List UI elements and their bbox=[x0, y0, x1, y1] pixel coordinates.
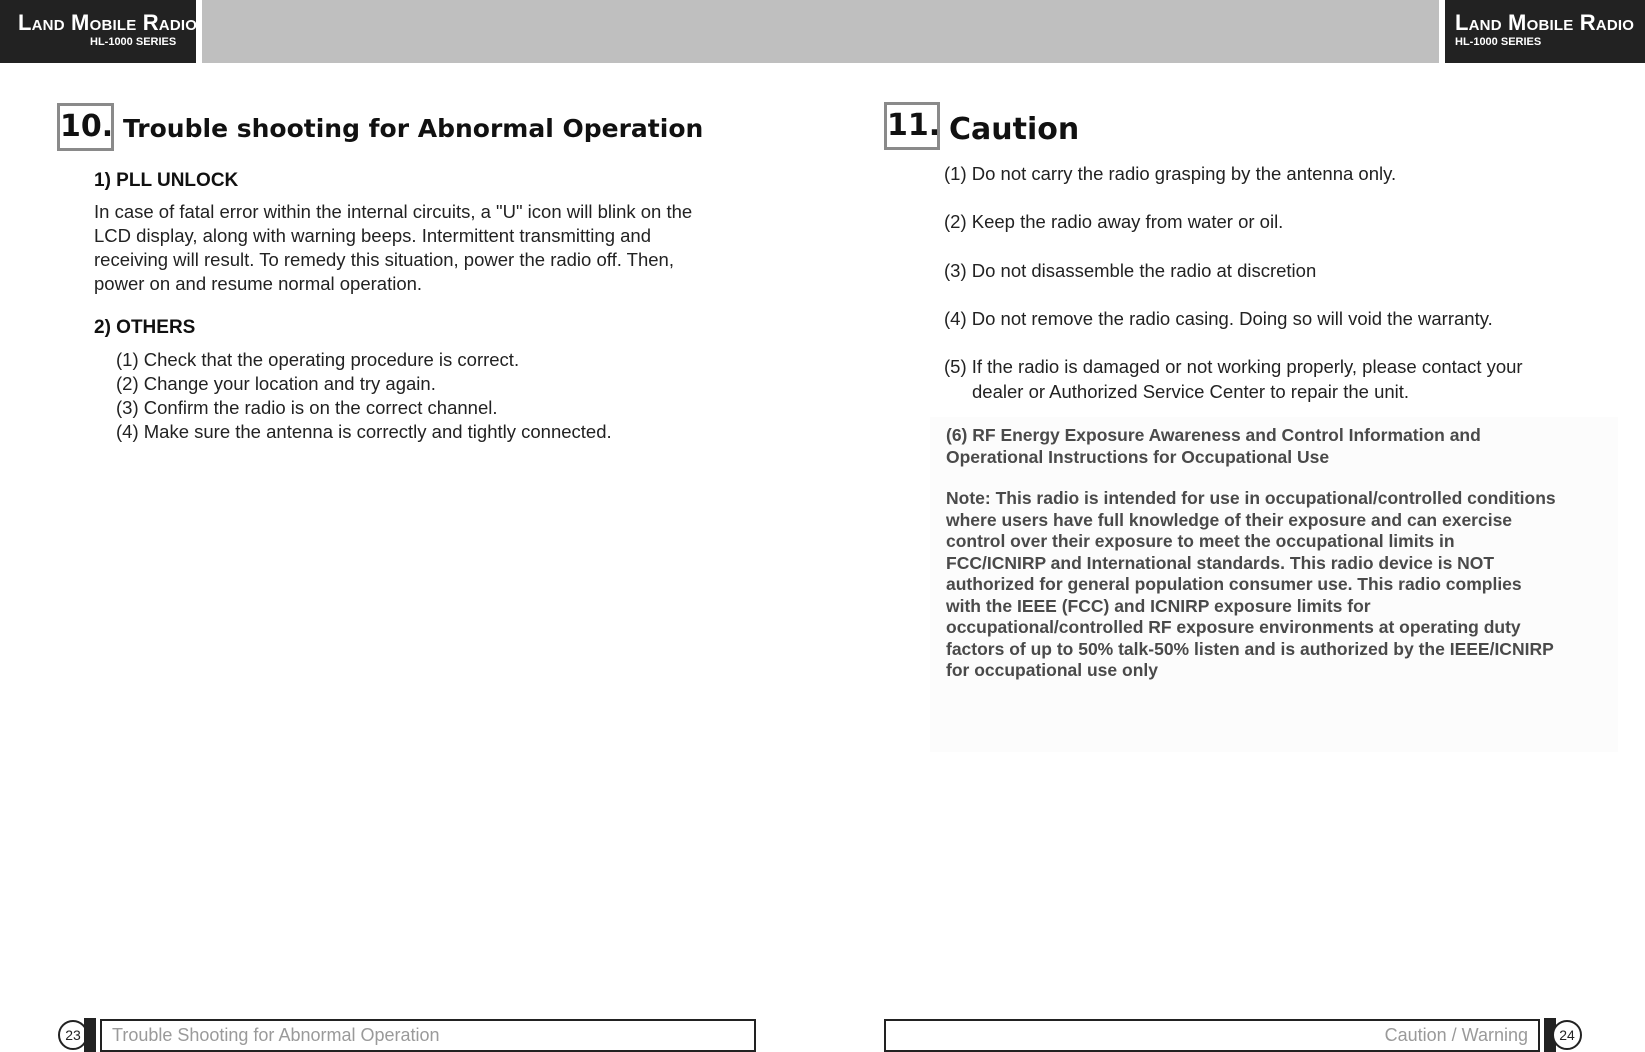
caution-item: (1) Do not carry the radio grasping by the antenna only. bbox=[944, 163, 1397, 184]
list-item: (2) Change your location and try again. bbox=[116, 373, 436, 394]
rf-heading-line: Operational Instructions for Occupational Use bbox=[946, 446, 1330, 467]
caution-item-continued: dealer or Authorized Service Center to repair the unit. bbox=[972, 381, 1410, 402]
rf-note-line: factors of up to 50% talk-50% listen and is authorized by the IEEE/ICNIRP bbox=[946, 638, 1554, 659]
brand-title: Land Mobile Radio bbox=[18, 10, 198, 35]
paragraph-line: receiving will result. To remedy this situation, power the radio off. Then, bbox=[94, 249, 674, 270]
pll-unlock-paragraph bbox=[94, 200, 764, 296]
rf-note-line: with the IEEE (FCC) and ICNIRP exposure limits for bbox=[946, 595, 1371, 616]
rf-note-line: authorized for general population consumer use. This radio complies bbox=[946, 574, 1522, 594]
paragraph-line: In case of fatal error within the internal circuits, a "U" icon will blink on the bbox=[94, 201, 693, 222]
section-number-11: 11. bbox=[884, 102, 940, 150]
rf-note-line: for occupational use only bbox=[946, 660, 1158, 680]
section-title-caution: Caution bbox=[949, 112, 1080, 147]
caution-item: (2) Keep the radio away from water or oil. bbox=[944, 211, 1284, 232]
others-heading: 2) OTHERS bbox=[94, 317, 196, 338]
caution-item: (4) Do not remove the radio casing. Doing so will void the warranty. bbox=[944, 308, 1493, 329]
caution-item: (5) If the radio is damaged or not working properly, please contact your bbox=[944, 356, 1523, 377]
brand-logo-right bbox=[1445, 0, 1645, 63]
header-bar bbox=[202, 0, 1439, 63]
list-item: (3) Confirm the radio is on the correct channel. bbox=[116, 397, 498, 418]
rf-note-line: FCC/ICNIRP and International standards. This radio device is NOT bbox=[946, 552, 1495, 573]
brand-logo-left bbox=[0, 0, 196, 63]
caution-item: (3) Do not disassemble the radio at discretion bbox=[944, 260, 1317, 281]
others-list bbox=[116, 348, 612, 444]
page-number-badge: 23 bbox=[58, 1020, 88, 1050]
rf-heading-line: (6) RF Energy Exposure Awareness and Control Information and bbox=[946, 425, 1481, 445]
rf-exposure-heading bbox=[946, 425, 1481, 468]
footer-section-label: Trouble Shooting for Abnormal Operation bbox=[100, 1019, 756, 1052]
rf-note-line: Note: This radio is intended for use in occupational/controlled conditions bbox=[946, 488, 1556, 508]
brand-title: Land Mobile Radio bbox=[1455, 10, 1635, 35]
rf-note-line: control over their exposure to meet the occupational limits in bbox=[946, 531, 1455, 551]
footer-divider bbox=[84, 1018, 96, 1052]
section-title-troubleshooting: Trouble shooting for Abnormal Operation bbox=[123, 114, 704, 143]
pll-unlock-heading: 1) PLL UNLOCK bbox=[94, 170, 239, 191]
footer-section-label: Caution / Warning bbox=[884, 1019, 1540, 1052]
section-number-10: 10. bbox=[57, 103, 114, 151]
list-item: (4) Make sure the antenna is correctly and tightly connected. bbox=[116, 421, 612, 442]
rf-exposure-note bbox=[946, 488, 1556, 682]
page-number-badge: 24 bbox=[1552, 1020, 1582, 1050]
list-item: (1) Check that the operating procedure is correct. bbox=[116, 349, 520, 370]
rf-note-line: occupational/controlled RF exposure environments at operating duty bbox=[946, 617, 1521, 637]
brand-series: HL-1000 SERIES bbox=[1455, 36, 1542, 48]
brand-series: HL-1000 SERIES bbox=[90, 36, 177, 48]
paragraph-line: LCD display, along with warning beeps. Intermittent transmitting and bbox=[94, 225, 651, 246]
paragraph-line: power on and resume normal operation. bbox=[94, 273, 423, 294]
rf-note-line: where users have full knowledge of their exposure and can exercise bbox=[946, 509, 1513, 530]
